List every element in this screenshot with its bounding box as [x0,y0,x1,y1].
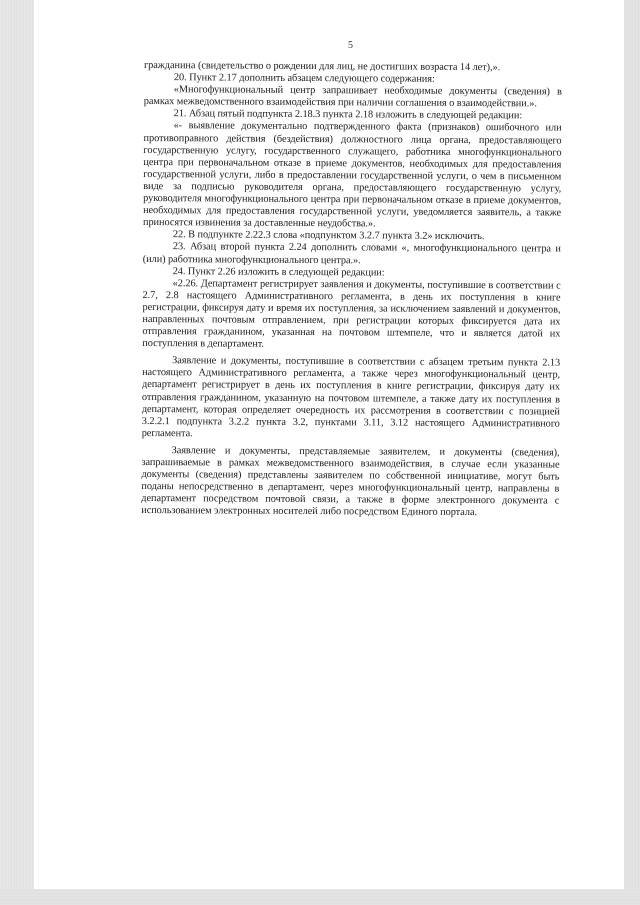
paragraph-registration-mfc: Заявление и документы, поступившие в соответствии с абзацем третьим пункта 2.13 настоящего Административного регламента, а также через многофункциональный центр, департамент регистрирует в день их поступления в книге регистрации, фиксируя дату их отправления гражданином, указанную на почтовом штемпеле, а также дату их поступления в департамент, которая определяет очередность их рассмотрения в соответствии с позицией 3.2.2.1 подпункта 3.2.2 пункта 3.2, пунктами 3.11, 3.12 настоящего Административного регламента. [141,355,561,440]
paragraph-continuation: гражданина (свидетельство о рождении для лиц, не достигших возраста 14 лет),». [143,60,501,74]
paragraph-item-21-quote: «- выявление документально подтвержденного факта (признаков) ошибочного или противоправного действия (бездействия) должностного лица органа, предоставляющего государственную услугу, государственного служащего, работника многофункционального центра при первоначальном отказе в приеме документов, необходимых для предоставления государственной услуги, либо в предоставлении государственной услуги, о чем в письменном виде за подписью руководителя органа, предоставляющего государственную услугу, руководителя многофункционального центра при первоначальном отказе в приеме документов, необходимых для предоставления государственной услуги, уведомляется заявитель, а также приносятся извинения за доставленные неудобства.». [142,120,562,230]
paragraph-item-21: 21. Абзац пятый подпункта 2.18.3 пункта 2.18 изложить в следующей редакции: [173,108,523,122]
document-body [141,60,562,520]
paragraph-item-20: 20. Пункт 2.17 дополнить абзацем следующего содержания: [173,72,435,85]
scan-border-left [0,0,34,905]
page-number: 5 [348,40,353,51]
paragraph-item-20-quote: «Многофункциональный центр запрашивает необходимые документы (сведения) в рамках межведомственного взаимодействия при наличии соглашения о взаимодействии.». [143,84,562,110]
paragraph-item-22: 22. В подпункте 2.22.3 слова «подпунктом 3.2.7 пункта 3.2» исключить. [172,229,485,243]
paragraph-item-24-quote: «2.26. Департамент регистрирует заявления и документы, поступившие в соответствии с 2.7, 2.8 настоящего Административного регламента, в день их поступления в книге регистрации, фиксируя дату и время их поступления, за исключением заявлений и документов, направленных почтовым отправлением, при регистрации которых фиксируется дата их отправления гражданином, указанная на почтовом штемпеле, что и является датой их поступления в департамент. [142,277,561,350]
scan-border-bottom [0,889,640,905]
paragraph-submission-methods: Заявление и документы, представляемые заявителем, и документы (сведения), запрашиваемые в рамках межведомственного взаимодействия, в случае если указанные документы (сведения) представлены заявителем по собственной инициативе, могут быть поданы непосредственно в департамент, через многофункциональный центр, направлены в департамент посредством почтовой связи, а также в форме электронного документа с использованием электронных носителей либо посредством Единого портала. [141,445,560,519]
paragraph-item-24: 24. Пункт 2.26 изложить в следующей редакции: [172,265,385,279]
paragraph-item-23: 23. Абзац второй пункта 2.24 дополнить словами «, многофункционального центра и (или) работника многофункционального центра.». [142,241,561,266]
scan-border-right [624,0,640,905]
